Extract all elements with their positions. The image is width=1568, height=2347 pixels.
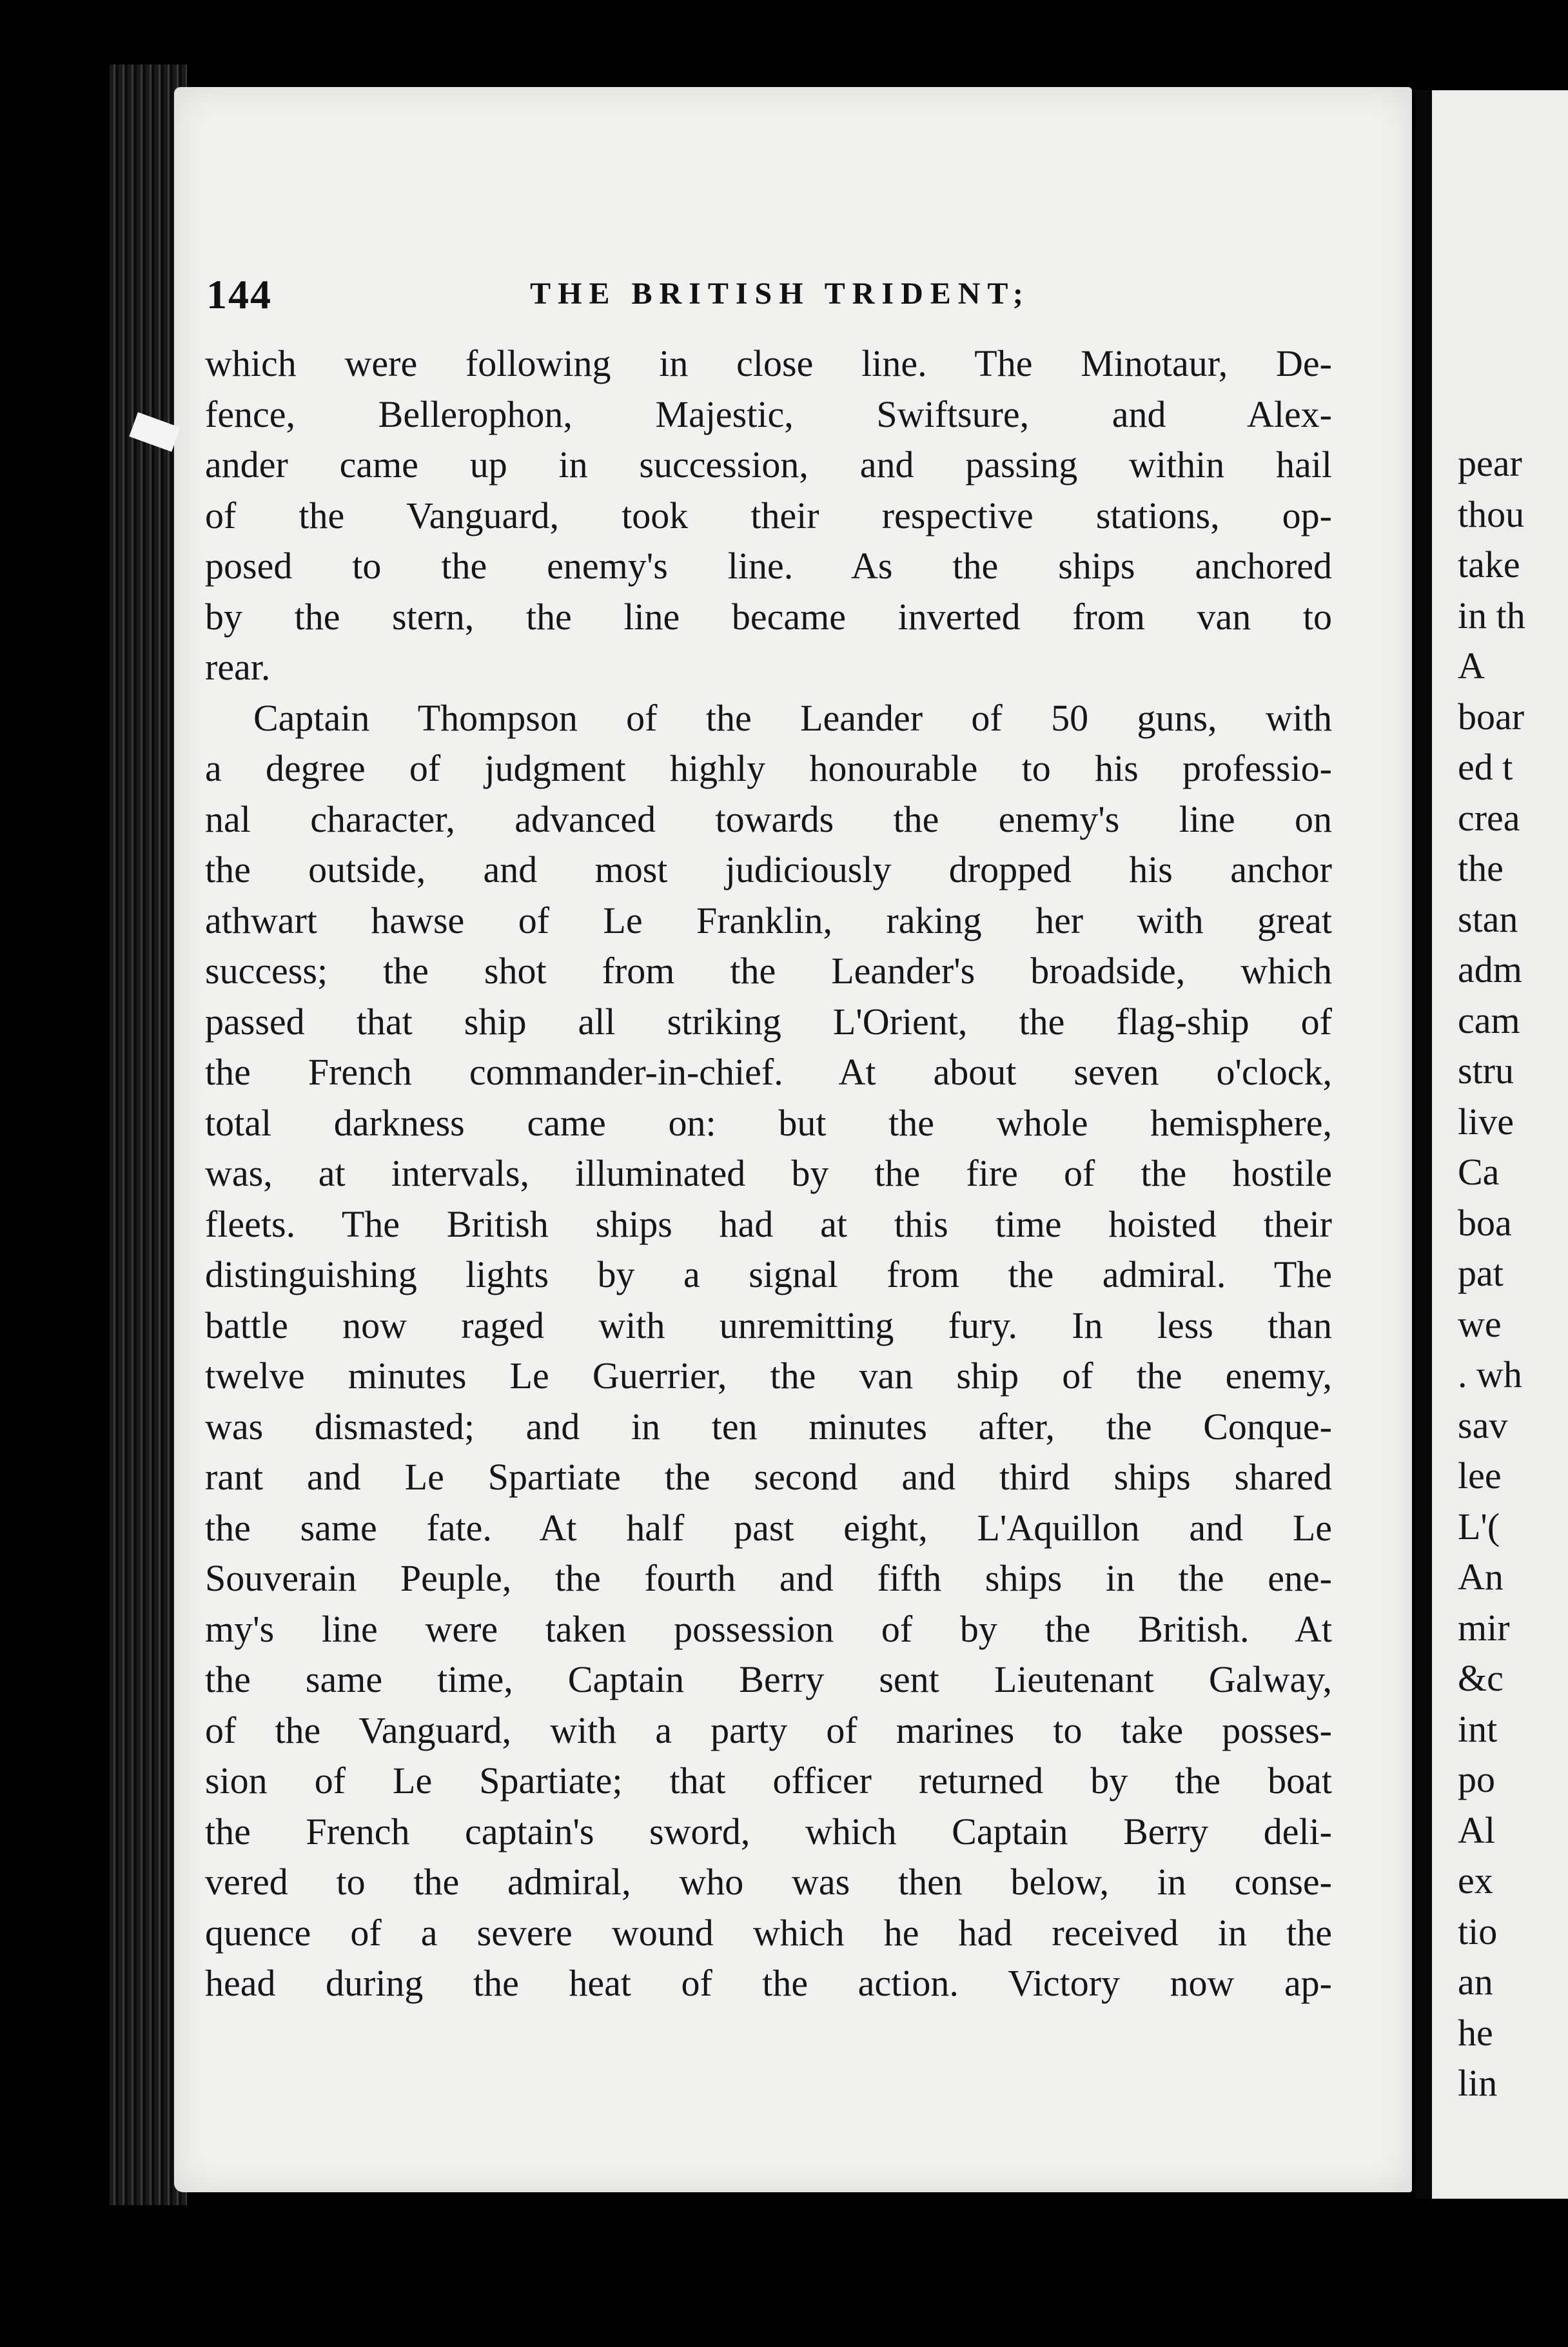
text-line: battle now raged with unremitting fury. In less than (205, 1304, 1332, 1346)
body-text (205, 339, 1332, 2009)
text-line: Captain Thompson of the Leander of 50 guns, with (253, 696, 1332, 739)
facing-page-fragment: the (1458, 847, 1504, 889)
text-line: the French captain's sword, which Captain Berry deli- (205, 1810, 1332, 1852)
facing-page-fragment: lin (1458, 2062, 1498, 2104)
facing-page-fragment: take (1458, 544, 1520, 585)
text-line: which were following in close line. The Minotaur, De- (205, 342, 1332, 384)
facing-page-fragment: mir (1458, 1606, 1510, 1649)
text-line: head during the heat of the action. Victory now ap- (205, 1962, 1332, 2004)
text-line: my's line were taken possession of by the British. At (205, 1607, 1332, 1650)
facing-page-fragment: in th (1458, 594, 1525, 636)
facing-page-fragment: adm (1458, 948, 1522, 990)
facing-page-fragment: Ca (1458, 1151, 1500, 1193)
text-line: the outside, and most judiciously dropped his anchor (205, 849, 1332, 890)
facing-page-fragment: L'( (1458, 1505, 1500, 1547)
text-line: twelve minutes Le Guerrier, the van ship of the enemy, (205, 1355, 1332, 1397)
text-line: the same fate. At half past eight, L'Aquillon and Le (205, 1506, 1332, 1549)
text-line: sion of Le Spartiate; that officer returned by the boat (205, 1760, 1332, 1802)
text-line: success; the shot from the Leander's broadside, which (205, 950, 1332, 992)
text-line: of the Vanguard, took their respective stations, op- (205, 494, 1332, 536)
facing-page-fragment: ed t (1458, 746, 1513, 788)
facing-page-text-fragments (1458, 438, 1568, 2109)
text-line: fence, Bellerophon, Majestic, Swiftsure, and Alex- (205, 393, 1332, 435)
facing-page-fragment: stan (1458, 898, 1518, 940)
text-line: fleets. The British ships had at this time hoisted their (205, 1203, 1332, 1245)
facing-page-fragment: pear (1458, 442, 1522, 484)
facing-page-fragment: cam (1458, 999, 1520, 1041)
text-line: of the Vanguard, with a party of marines to take posses- (205, 1709, 1332, 1751)
text-line: the French commander-in-chief. At about seven o'clock, (205, 1051, 1332, 1093)
running-head: THE BRITISH TRIDENT; (530, 277, 1030, 311)
facing-page-fragment: A (1458, 645, 1485, 687)
page-number: 144 (206, 271, 272, 317)
text-line: distinguishing lights by a signal from the admiral. The (205, 1253, 1332, 1295)
text-line: posed to the enemy's line. As the ships anchored (205, 545, 1332, 587)
text-line: was dismasted; and in ten minutes after, the Conque- (205, 1405, 1332, 1448)
facing-page-fragment: stru (1458, 1050, 1514, 1092)
facing-page-fragment: pat (1458, 1252, 1504, 1294)
text-line: passed that ship all striking L'Orient, the flag-ship of (205, 1000, 1332, 1043)
text-line: quence of a severe wound which he had received in the (205, 1911, 1332, 1954)
facing-page-fragment: sav (1458, 1404, 1508, 1446)
text-line: was, at intervals, illuminated by the fire of the hostile (205, 1152, 1332, 1194)
facing-page-fragment: po (1458, 1758, 1495, 1800)
text-line: total darkness came on: but the whole hemisphere, (205, 1101, 1332, 1144)
facing-page-fragment: crea (1458, 796, 1520, 839)
text-line: athwart hawse of Le Franklin, raking her with great (205, 899, 1332, 941)
facing-page-fragment: ex (1458, 1860, 1493, 1901)
facing-page-fragment: lee (1458, 1455, 1502, 1497)
text-line: vered to the admiral, who was then below, in conse- (205, 1861, 1332, 1903)
facing-page (1415, 90, 1568, 2199)
text-line: nal character, advanced towards the enemy's line on (205, 798, 1332, 840)
facing-page-fragment: Al (1458, 1809, 1495, 1851)
facing-page-fragment: an (1458, 1961, 1493, 2003)
text-line: rear. (205, 646, 271, 688)
facing-page-fragment: int (1458, 1707, 1498, 1750)
facing-page-fragment: An (1458, 1556, 1504, 1598)
facing-page-fragment: live (1458, 1100, 1514, 1143)
facing-page-fragment: boa (1458, 1201, 1512, 1244)
text-line: the same time, Captain Berry sent Lieutenant Galway, (205, 1658, 1332, 1700)
facing-page-fragment: boar (1458, 695, 1525, 738)
facing-page-fragment: . wh (1458, 1353, 1522, 1395)
facing-page-fragment: he (1458, 2011, 1493, 2054)
facing-page-fragment: &c (1458, 1657, 1504, 1699)
text-line: ander came up in succession, and passing within hail (205, 444, 1332, 486)
text-line: a degree of judgment highly honourable to his professio- (205, 747, 1332, 789)
facing-page-fragment: we (1458, 1302, 1502, 1345)
facing-page-fragment: tio (1458, 1910, 1498, 1952)
text-line: by the stern, the line became inverted from van to (205, 595, 1332, 638)
text-line: rant and Le Spartiate the second and third ships shared (205, 1456, 1332, 1498)
facing-page-fragment: thou (1458, 493, 1525, 535)
text-line: Souverain Peuple, the fourth and fifth ships in the ene- (205, 1557, 1332, 1599)
